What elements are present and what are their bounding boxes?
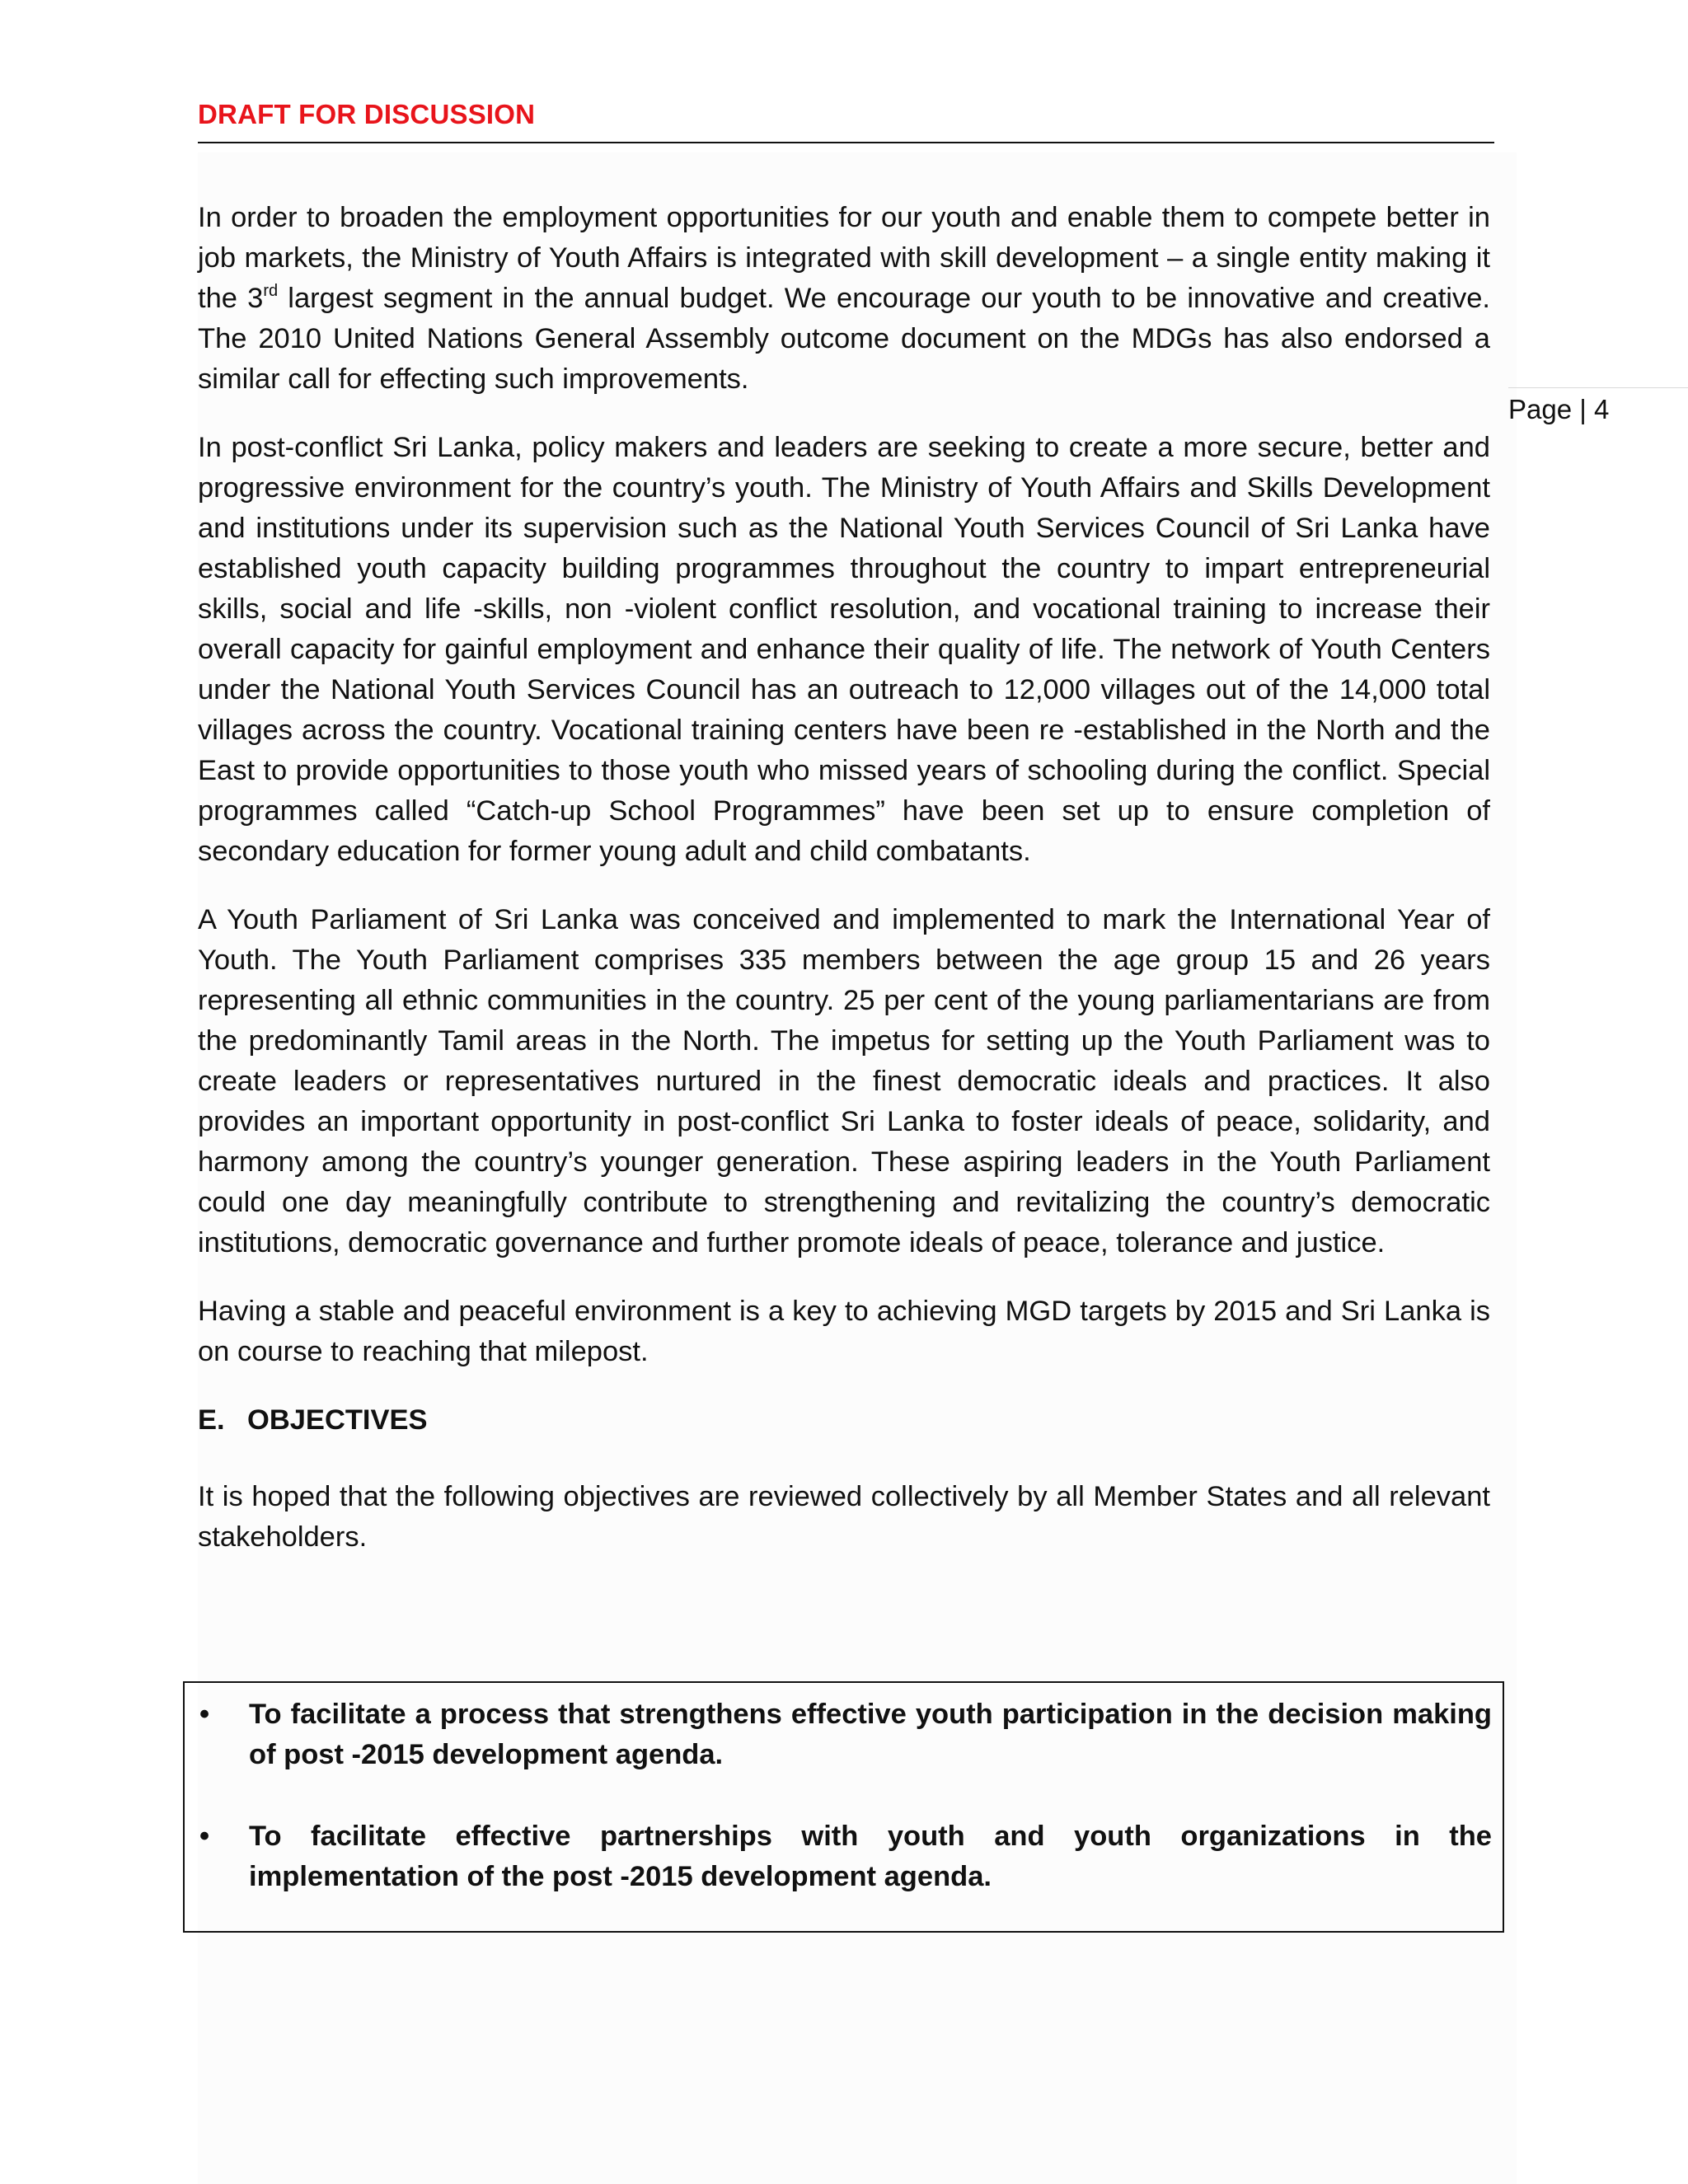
paragraph-post-conflict: In post-conflict Sri Lanka, policy makers and leaders are seeking to create a more secure, better and progressive environment for the country’s youth. The Ministry of Youth Affairs and Skills Development and institutions under its supervision such as the National Youth Services Council of Sri Lanka have established youth capacity building programmes throughout the country to impart entrepreneurial skills, social and life -skills, non -violent conflict resolution, and vocational training to increase their overall capacity for gainful employment and enhance their quality of life. The network of Youth Centers under the National Youth Services Council has an outreach to 12,000 villages out of the 14,000 total villages across the country. Vocational training centers have been re -established in the North and the East to provide opportunities to those youth who missed years of schooling during the conflict. Special programmes called “Catch-up School Programmes” have been set up to ensure completion of secondary education for former young adult and child combatants.: [198, 432, 1490, 867]
draft-header: DRAFT FOR DISCUSSION: [198, 99, 536, 129]
header-rule: [198, 142, 1494, 143]
paragraph-objectives-intro: It is hoped that the following objectives are reviewed collectively by all Member States and all relevant stakeholders.: [198, 1481, 1490, 1553]
objective-item: [199, 1694, 1492, 1775]
page-number: Page | 4: [1508, 394, 1610, 424]
section-title: OBJECTIVES: [247, 1404, 428, 1436]
section-heading-objectives: [198, 1400, 1490, 1441]
section-letter: E.: [198, 1404, 225, 1436]
paragraph-stable-environment: Having a stable and peaceful environment is a key to achieving MGD targets by 2015 and Sri Lanka is on course to reaching that milepost.: [198, 1296, 1490, 1367]
objective-text: To facilitate a process that strengthens effective youth participation in the decision making of post -2015 development agenda.: [249, 1699, 1492, 1770]
page-number-rule: [1508, 387, 1688, 388]
bullet-icon: •: [199, 1699, 210, 1730]
paragraph-youth-parliament: A Youth Parliament of Sri Lanka was conceived and implemented to mark the International Year of Youth. The Youth Parliament comprises 335 members between the age group 15 and 26 years representing all ethnic communities in the country. 25 per cent of the young parliamentarians are from the predominantly Tamil areas in the North. The impetus for setting up the Youth Parliament was to create leaders or representatives nurtured in the finest democratic ideals and practices. It also provides an important opportunity in post-conflict Sri Lanka to foster ideals of peace, solidarity, and harmony among the country’s younger generation. These aspiring leaders in the Youth Parliament could one day meaningfully contribute to strengthening and revitalizing the country’s democratic institutions, democratic governance and further promote ideals of peace, tolerance and justice.: [198, 904, 1490, 1258]
objectives-box: [183, 1681, 1504, 1933]
objective-text: To facilitate effective partnerships with youth and youth organizations in the implementation of the post -2015 development agenda.: [249, 1821, 1492, 1892]
ordinal-superscript: rd: [263, 282, 279, 300]
paragraph-employment: In order to broaden the employment opportunities for our youth and enable them to compete better in job markets, the Ministry of Youth Affairs is integrated with skill development – a single entity making it the 3rd largest segment in the annual budget. We encourage our youth to be innovative and creative. The 2010 United Nations General Assembly outcome document on the MDGs has also endorsed a similar call for effecting such improvements.: [198, 202, 1490, 395]
bullet-icon: •: [199, 1821, 210, 1852]
objective-item: [199, 1816, 1492, 1897]
body-content: [198, 198, 1490, 1586]
